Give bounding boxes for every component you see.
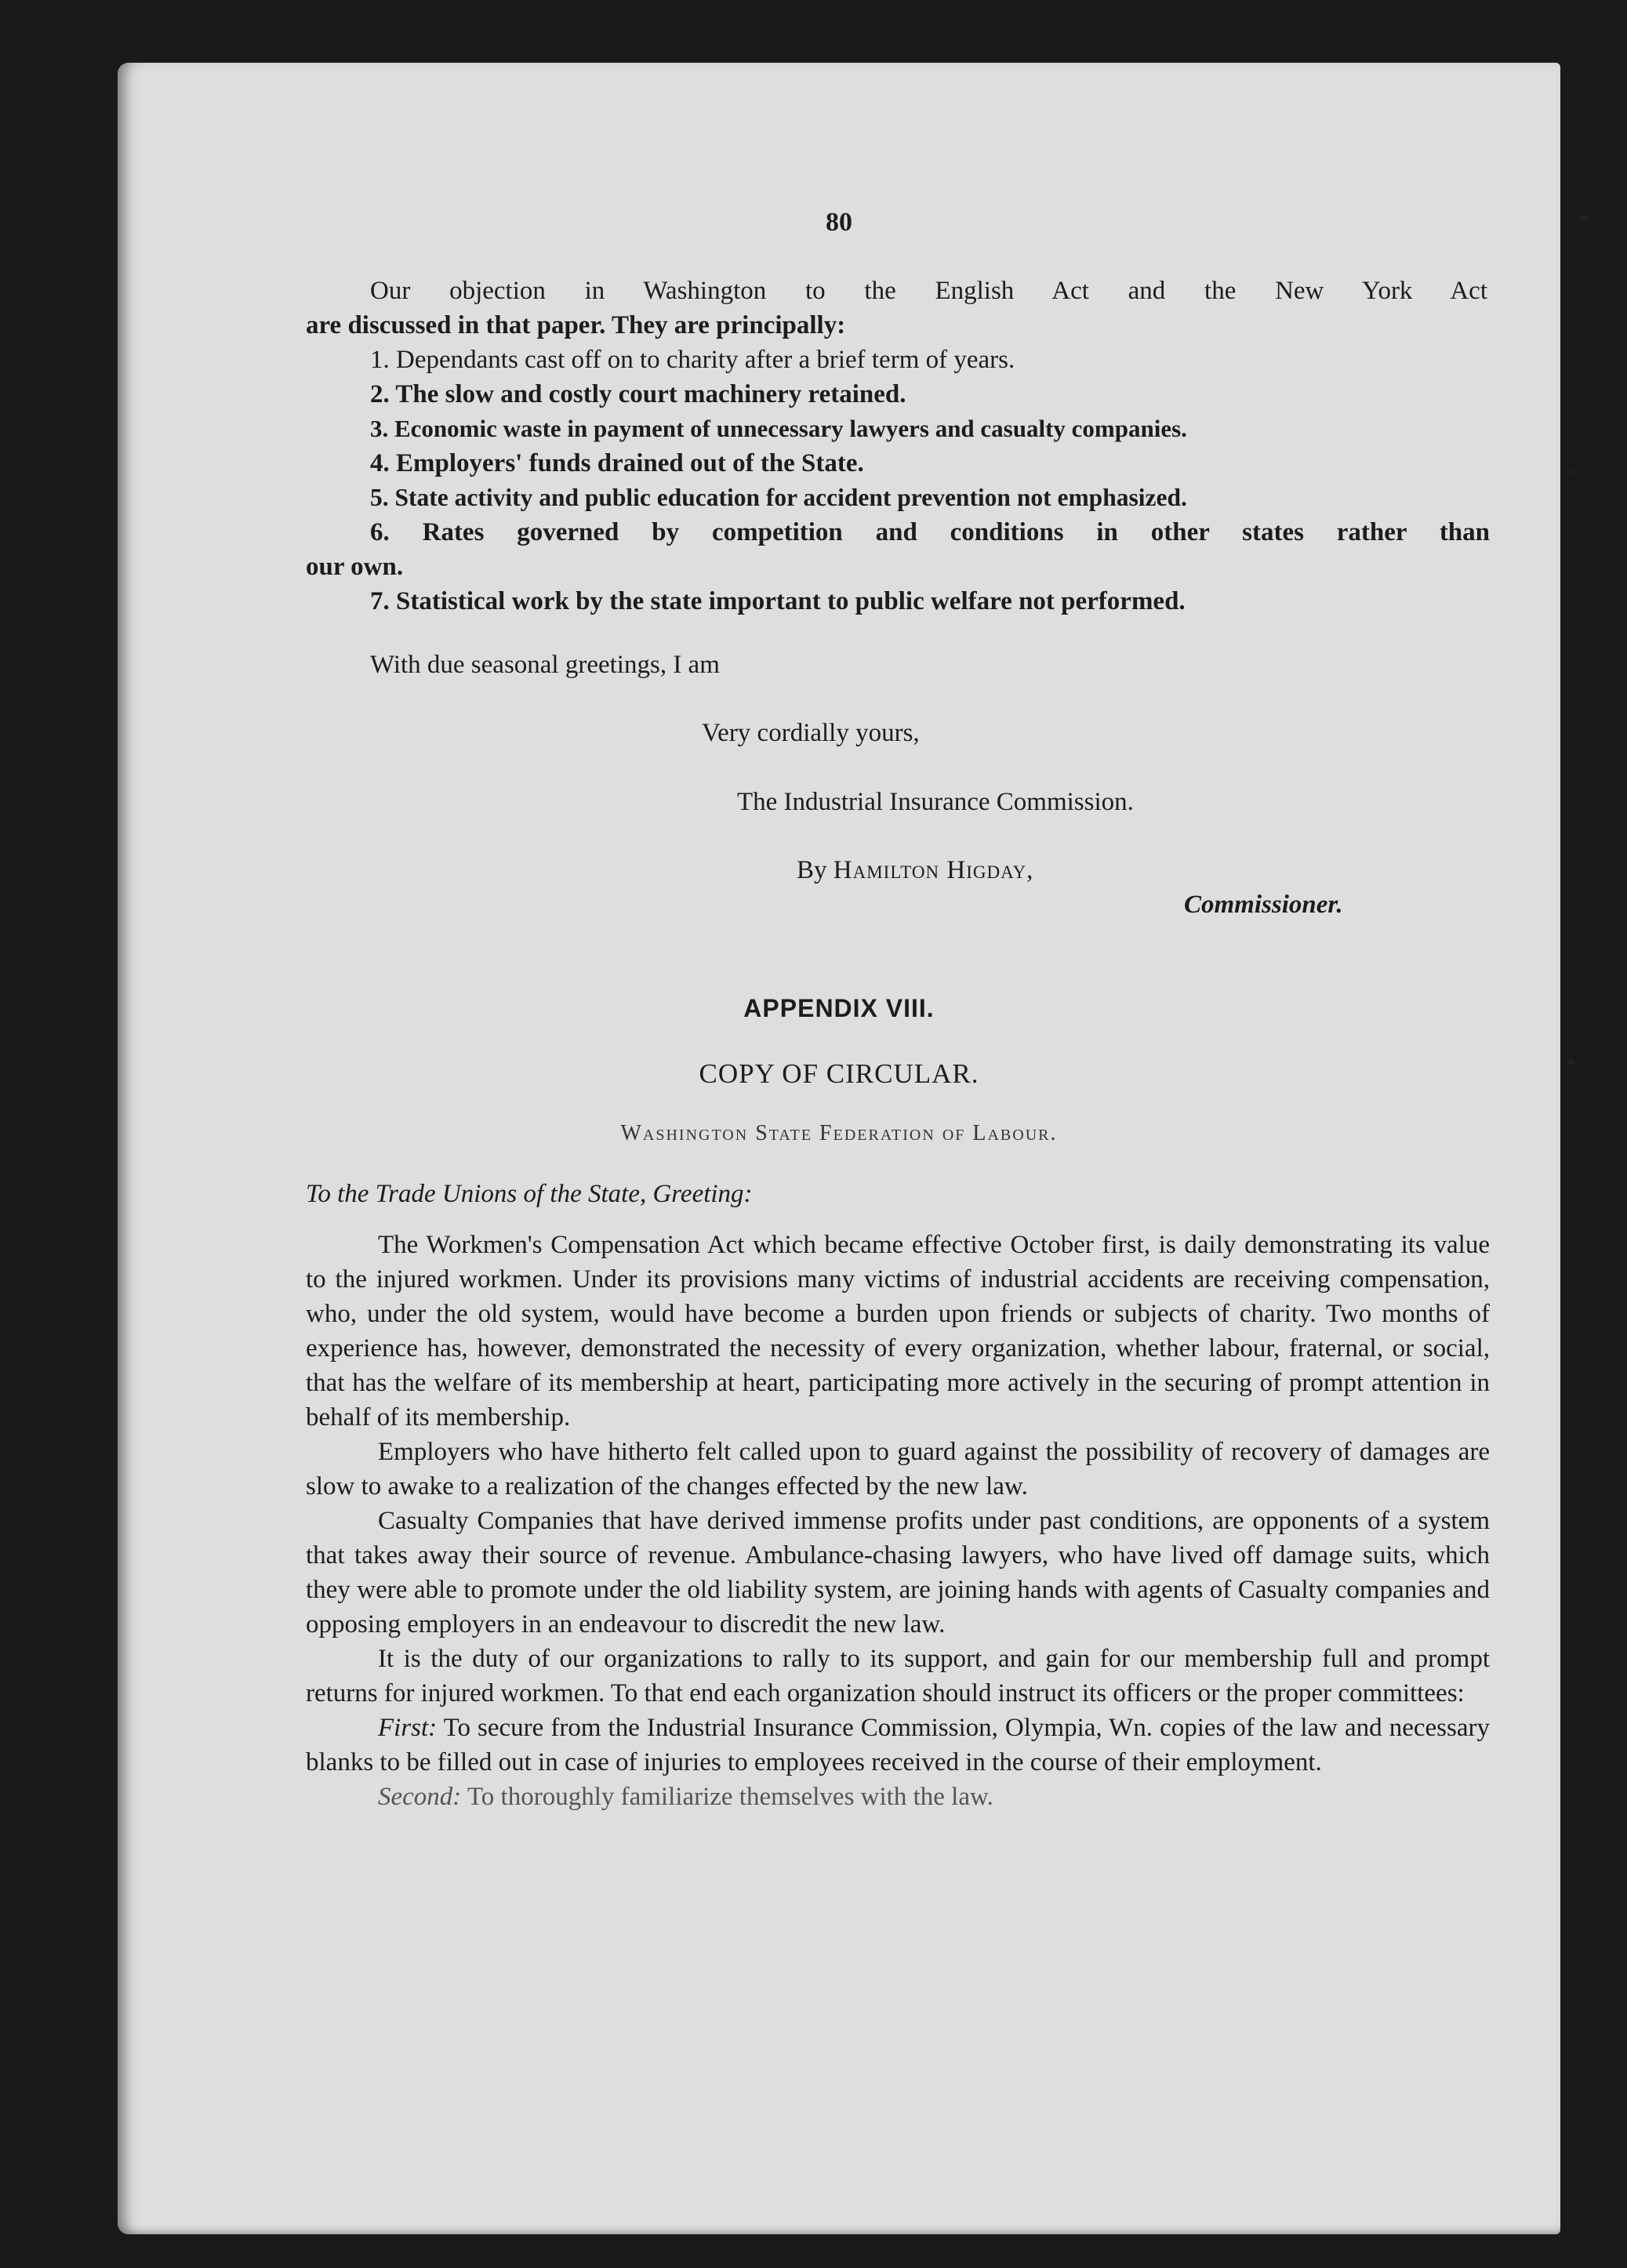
item-number: 2. (370, 380, 390, 408)
item-text: The slow and costly court machinery retained. (395, 380, 906, 408)
signer-title: Commissioner. (1184, 891, 1343, 919)
instruction-label: Second: (378, 1783, 462, 1811)
intro-line-1: Our objection in Washington to the English Act and the New York Act (370, 277, 1487, 305)
scan-mark (1568, 470, 1579, 474)
item-text: Rates governed by competition and conditions in other states rather than (422, 518, 1491, 546)
instruction-label: First: (378, 1714, 438, 1742)
circular-paragraph: The Workmen's Compensation Act which became effective October first, is daily demonstrating its value to the injured workmen. Under its provisions many victims of industrial accidents are receiving compensation, who, under the old system, would have become a burden upon friends or subjects of charity. Two months of experience has, however, demonstrated the necessity of every organization, whether labour, fraternal, or social, that has the welfare of its membership at heart, participating more actively in the securing of prompt attention in behalf of its membership. (306, 1231, 1490, 1432)
list-item (306, 553, 403, 582)
item-number: 4. (370, 449, 390, 477)
signature-line (797, 856, 1033, 885)
item-number: 7. (370, 587, 390, 615)
list-item (370, 380, 906, 409)
circular-paragraph: Employers who have hitherto felt called upon to guard against the possibility of recovery of damages are slow to awake to a realization of the changes effected by the new law. (306, 1438, 1490, 1501)
document-page (118, 63, 1560, 2234)
scan-mark (1580, 216, 1588, 219)
signer-name: Hamilton Higday, (833, 856, 1034, 884)
page-number: 80 (826, 208, 852, 237)
closing-valediction: Very cordially yours, (702, 719, 920, 747)
item-number: 3. (370, 415, 389, 442)
appendix-heading: APPENDIX VIII. (743, 994, 935, 1022)
scan-mark (1568, 1060, 1574, 1065)
list-item (370, 484, 1187, 512)
appendix-subheading: COPY OF CIRCULAR. (699, 1058, 979, 1089)
list-item (370, 449, 864, 478)
scan-mark (1564, 1615, 1578, 1617)
item-text: Employers' funds drained out of the State. (396, 449, 864, 477)
instruction-text: To secure from the Industrial Insurance Commission, Olympia, Wn. copies of the law and necessary blanks to be filled out in case of injuries to employees received in the course of their employment. (306, 1714, 1490, 1776)
circular-salutation: To the Trade Unions of the State, Greeting: (306, 1180, 753, 1208)
list-item (370, 346, 1015, 375)
list-item (370, 518, 1490, 547)
instruction-text: To thoroughly familiarize themselves with the law. (461, 1783, 993, 1811)
closing-greeting: With due seasonal greetings, I am (370, 651, 720, 679)
item-text: Statistical work by the state important to public welfare not performed. (396, 587, 1186, 615)
circular-paragraph: Casualty Companies that have derived immense profits under past conditions, are opponents of a system that takes away their source of revenue. Ambulance-chasing lawyers, who have lived off damage suits, which they were able to promote under the old liability system, are joining hands with agents of Casualty companies and opposing employers in an endeavour to discredit the new law. (306, 1507, 1490, 1638)
circular-second-instruction (306, 1780, 1490, 1814)
circular-paragraph: It is the duty of our organizations to rally to its support, and gain for our membership full and prompt returns for injured workmen. To that end each organization should instruct its officers or the proper committees: (306, 1645, 1490, 1707)
circular-body (306, 1228, 1490, 1814)
signature-by: By (797, 856, 827, 884)
circular-first-instruction (306, 1711, 1490, 1780)
intro-line-2: are discussed in that paper. They are principally: (306, 311, 846, 339)
list-item (370, 587, 1186, 616)
item-text: Dependants cast off on to charity after a brief term of years. (396, 346, 1015, 374)
federation-name: Washington State Federation of Labour. (620, 1121, 1058, 1145)
item-number: 1. (370, 346, 390, 374)
list-item (370, 415, 1187, 443)
item-number: 5. (370, 484, 389, 511)
item-number: 6. (370, 518, 390, 546)
closing-organization: The Industrial Insurance Commission. (737, 788, 1134, 816)
item-text: State activity and public education for accident prevention not emphasized. (394, 484, 1187, 511)
item-text: Economic waste in payment of unnecessary lawyers and casualty companies. (394, 415, 1187, 442)
item-text: our own. (306, 553, 404, 581)
